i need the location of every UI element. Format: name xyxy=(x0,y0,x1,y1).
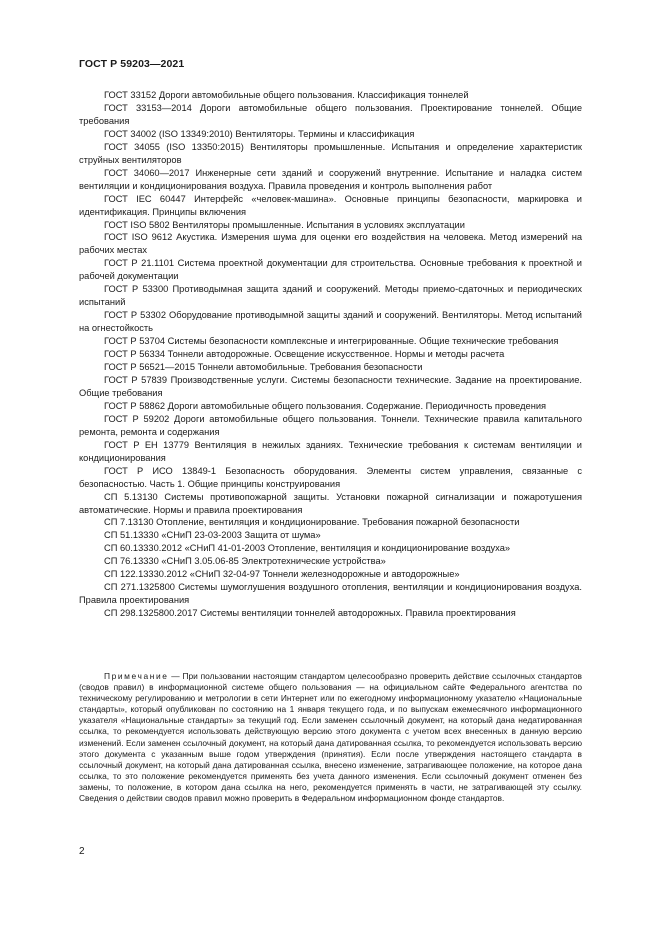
reference-item: ГОСТ 34002 (ISO 13349:2010) Вентиляторы. Термины и классификация xyxy=(104,128,415,139)
reference-item: ГОСТ Р 21.1101 Система проектной документации для строительства. Основные требования к проектной и рабочей документации xyxy=(79,258,582,282)
reference-item: СП 122.13330.2012 «СНиП 32-04-97 Тоннели железнодорожные и автодорожные» xyxy=(104,569,460,580)
reference-item: ГОСТ Р 53302 Оборудование противодымной защиты зданий и сооружений. Вентиляторы. Метод испытаний на огнестойкость xyxy=(79,310,582,334)
reference-item: ГОСТ 33153—2014 Дороги автомобильные общего пользования. Проектирование тоннелей. Общие требования xyxy=(79,102,582,126)
reference-item: ГОСТ 33152 Дороги автомобильные общего пользования. Классификация тоннелей xyxy=(104,90,469,100)
reference-item: ГОСТ Р ИСО 13849-1 Безопасность оборудования. Элементы систем управления, связанные с безопасностью. Часть 1. Общие принципы конструирования xyxy=(79,465,582,489)
reference-item: СП 51.13330 «СНиП 23-03-2003 Защита от шума» xyxy=(104,530,321,541)
reference-item: ГОСТ Р 58862 Дороги автомобильные общего пользования. Содержание. Периодичность проведения xyxy=(104,400,547,411)
reference-item: СП 76.13330 «СНиП 3.05.06-85 Электротехнические устройства» xyxy=(104,556,386,567)
reference-item: СП 7.13130 Отопление, вентиляция и кондиционирование. Требования пожарной безопасности xyxy=(104,517,520,528)
page-number: 2 xyxy=(79,846,85,857)
note-paragraph xyxy=(79,671,582,804)
reference-item: ГОСТ Р 59202 Дороги автомобильные общего пользования. Тоннели. Технические правила капитального ремонта, ремонта и содержания xyxy=(79,413,582,437)
note-label: Примечание xyxy=(104,671,169,681)
reference-item: ГОСТ Р ЕН 13779 Вентиляция в нежилых зданиях. Технические требования к системам вентиляции и кондиционирования xyxy=(79,439,582,463)
reference-item: ГОСТ Р 53704 Системы безопасности комплексные и интегрированные. Общие технические требования xyxy=(104,336,559,347)
normative-references-list xyxy=(79,89,582,620)
document-code: ГОСТ Р 59203—2021 xyxy=(79,58,185,70)
reference-item: ГОСТ Р 57839 Производственные услуги. Системы безопасности технические. Задание на проектирование. Общие требования xyxy=(79,374,582,398)
reference-item: ГОСТ 34060—2017 Инженерные сети зданий и сооружений внутренние. Испытание и наладка систем вентиляции и кондиционирования воздуха. Правила проведения и контроль выполнения работ xyxy=(79,167,582,191)
reference-item: ГОСТ ISO 5802 Вентиляторы промышленные. Испытания в условиях эксплуатации xyxy=(104,219,465,230)
reference-item: СП 298.1325800.2017 Системы вентиляции тоннелей автодорожных. Правила проектирования xyxy=(104,608,516,619)
reference-item: ГОСТ 34055 (ISO 13350:2015) Вентиляторы промышленные. Испытания и определение характеристик струйных вентиляторов xyxy=(79,141,582,165)
reference-item: ГОСТ Р 56521—2015 Тоннели автомобильные. Требования безопасности xyxy=(104,362,423,373)
reference-item: ГОСТ Р 56334 Тоннели автодорожные. Освещение искусственное. Нормы и методы расчета xyxy=(104,349,505,360)
reference-item: СП 60.13330.2012 «СНиП 41-01-2003 Отопление, вентиляция и кондиционирование воздуха» xyxy=(104,543,511,554)
reference-item: ГОСТ Р 53300 Противодымная защита зданий и сооружений. Методы приемо-сдаточных и периодических испытаний xyxy=(79,284,582,308)
reference-item: СП 5.13130 Системы противопожарной защиты. Установки пожарной сигнализации и пожаротушения автоматические. Нормы и правила проектирования xyxy=(79,491,582,515)
note-text: — При пользовании настоящим стандартом целесообразно проверить действие ссылочных стандартов (сводов правил) в информационной системе общего пользования — на официальном сайте Федерального агентства по техническому регулированию и метрологии в сети Интернет или по ежегодному информационному указателю «Национальные стандарты», который опубликован по состоянию на 1 января текущего года, и по выпускам ежемесячного информационного указателя «Национальные стандарты» за текущий год. Если заменен ссылочный документ, на который дана недатированная ссылка, то рекомендуется использовать действующую версию этого документа с учетом всех внесенных в данную версию изменений. Если заменен ссылочный документ, на который дана датированная ссылка, то рекомендуется использовать версию этого документа с указанным выше годом утверждения (принятия). Если после утверждения настоящего стандарта в ссылочный документ, на который дана датированная ссылка, внесено изменение, затрагивающее положение, на которое дана ссылка, то это положение рекомендуется применять без учета данного изменения. Если ссылочный документ отменен без замены, то положение, в котором дана ссылка на него, рекомендуется применять в части, не затрагивающей эту ссылку. Сведения о действии сводов правил можно проверить в Федеральном информационном фонде стандартов. xyxy=(79,671,582,804)
reference-item: ГОСТ IEC 60447 Интерфейс «человек-машина». Основные принципы безопасности, маркировка и идентификация. Принципы включения xyxy=(79,193,582,217)
reference-item: СП 271.1325800 Системы шумоглушения воздушного отопления, вентиляции и кондиционирования воздуха. Правила проектирования xyxy=(79,582,582,606)
reference-item: ГОСТ ISO 9612 Акустика. Измерения шума для оценки его воздействия на человека. Метод измерений на рабочих местах xyxy=(79,232,582,256)
